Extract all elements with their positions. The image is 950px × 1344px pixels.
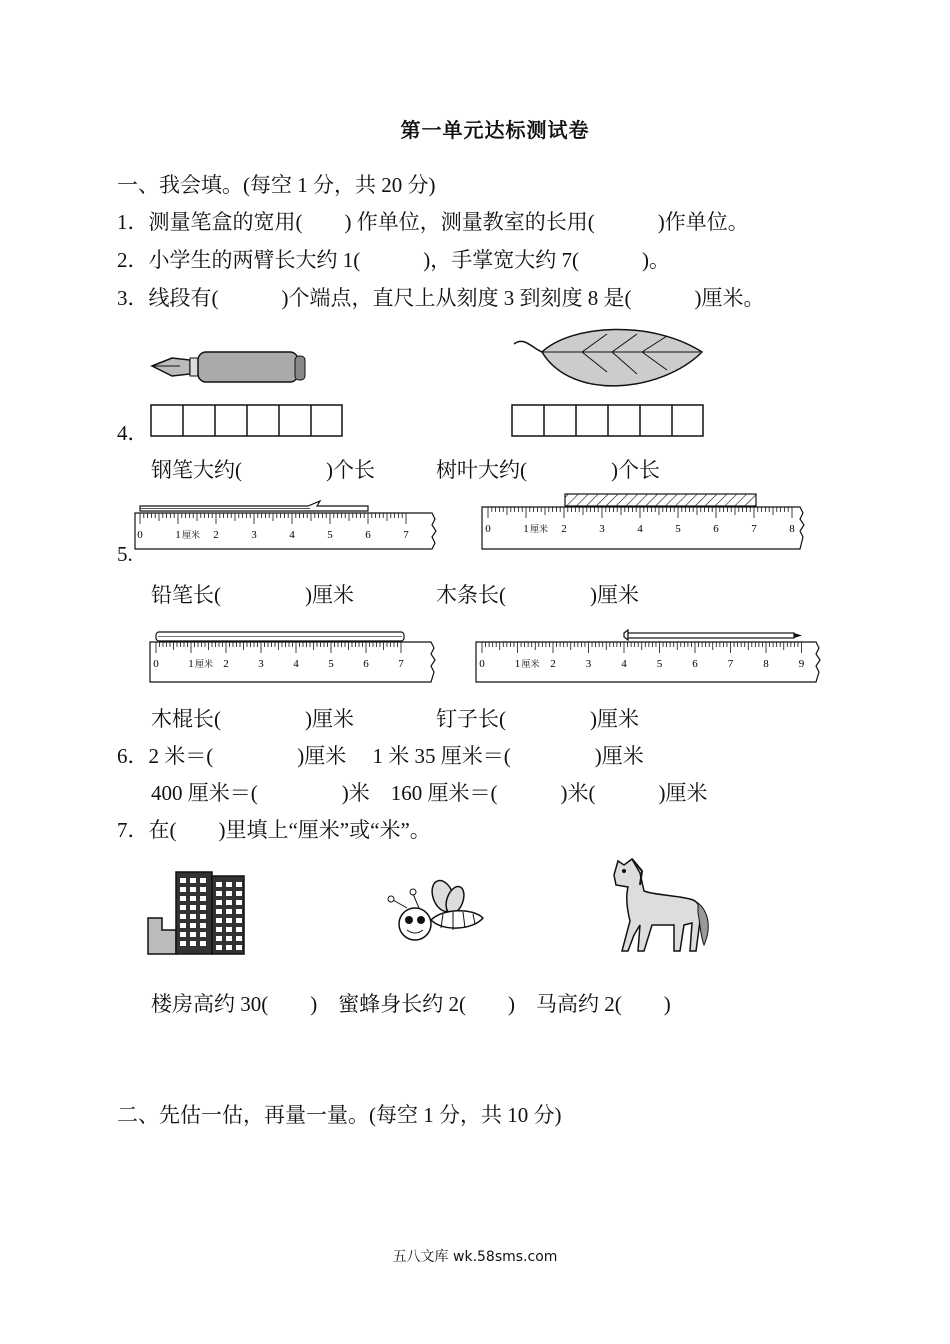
ruler-stick-group — [150, 631, 440, 686]
pencil-image — [140, 501, 368, 511]
building-window — [226, 909, 232, 914]
ruler-wood-group — [482, 491, 807, 552]
ruler-label: 2 — [213, 529, 219, 541]
ruler-label: 7 — [751, 523, 757, 535]
building-window — [226, 936, 232, 941]
building-window — [190, 905, 196, 910]
ruler-label: 2 — [550, 658, 556, 670]
building-window — [180, 905, 186, 910]
building-window — [200, 878, 206, 883]
ruler-label: 2 — [561, 523, 567, 535]
ruler-label: 6 — [713, 523, 719, 535]
question-7: 7．在( )里填上“厘米”或“米”。 — [117, 818, 431, 842]
building-window — [226, 882, 232, 887]
ruler-label: 3 — [258, 658, 264, 670]
building-window — [190, 887, 196, 892]
leaf-measure-boxes — [511, 404, 705, 438]
building-window — [180, 896, 186, 901]
building-window — [236, 936, 242, 941]
building-window — [190, 941, 196, 946]
leaf-answer: 树叶大约( )个长 — [436, 458, 660, 482]
question-3: 3．线段有( )个端点，直尺上从刻度 3 到刻度 8 是( )厘米。 — [117, 286, 765, 310]
ruler-label: 7 — [727, 658, 734, 670]
building-window — [216, 945, 222, 950]
question-6-line-a: 6．2 米＝( )厘米 1 米 35 厘米＝( )厘米 — [117, 744, 644, 768]
building-window — [216, 918, 222, 923]
footer-watermark: 五八文库 wk.58sms.com — [392, 1249, 558, 1265]
building-window — [236, 909, 242, 914]
ruler-label: 3 — [585, 658, 592, 670]
ruler-label: 0 — [153, 658, 159, 670]
wood-answer: 木条长( )厘米 — [436, 583, 639, 607]
ruler-label: 6 — [363, 658, 369, 670]
ruler-unit-label: 厘米 — [195, 659, 214, 669]
ruler-label: 7 — [398, 658, 404, 670]
page-title: 第一单元达标测试卷 — [400, 120, 590, 142]
question-5-number: 5. — [117, 542, 133, 566]
fountain-pen-image — [150, 348, 310, 388]
ruler-label: 2 — [223, 658, 229, 670]
building-window — [226, 891, 232, 896]
ruler-unit-label: 厘米 — [182, 530, 201, 540]
building-window — [200, 914, 206, 919]
ruler-pencil-group — [135, 497, 440, 552]
building-window — [200, 905, 206, 910]
ruler-label: 7 — [403, 529, 409, 541]
building-window — [236, 945, 242, 950]
building-window — [200, 896, 206, 901]
building-window — [190, 896, 196, 901]
ruler-unit-label: 厘米 — [521, 659, 540, 669]
building-image — [146, 870, 248, 956]
ruler-label: 0 — [485, 523, 491, 535]
question-2: 2．小学生的两臂长大约 1( )，手掌宽大约 7( )。 — [117, 248, 670, 272]
question-7-answers: 楼房高约 30( ) 蜜蜂身长约 2( ) 马高约 2( ) — [151, 992, 671, 1016]
ruler-label: 5 — [656, 658, 663, 670]
pen-measure-boxes — [150, 404, 344, 438]
ruler-label: 1 — [523, 523, 529, 535]
building-window — [190, 914, 196, 919]
ruler-label: 6 — [692, 658, 698, 670]
ruler-label: 1 — [514, 658, 521, 670]
section2-heading: 二、先估一估，再量一量。(每空 1 分，共 10 分) — [117, 1103, 562, 1127]
wood-strip-image — [565, 494, 756, 506]
building-window — [236, 891, 242, 896]
building-window — [216, 900, 222, 905]
ruler-unit-label: 厘米 — [530, 524, 549, 534]
ruler-label: 5 — [328, 658, 334, 670]
bee-image — [383, 878, 487, 948]
ruler-label: 6 — [365, 529, 371, 541]
building-window — [180, 923, 186, 928]
building-window — [236, 882, 242, 887]
building-window — [216, 936, 222, 941]
building-window — [226, 927, 232, 932]
ruler-label: 8 — [763, 658, 769, 670]
ruler-label: 4 — [293, 658, 299, 670]
building-window — [236, 900, 242, 905]
section1-heading: 一、我会填。(每空 1 分，共 20 分) — [117, 173, 436, 197]
question-4-number: 4． — [117, 421, 149, 445]
building-window — [190, 932, 196, 937]
ruler-label: 5 — [675, 523, 681, 535]
horse-image — [604, 855, 714, 957]
building-window — [226, 900, 232, 905]
building-window — [180, 941, 186, 946]
building-window — [236, 927, 242, 932]
ruler-label: 4 — [637, 523, 643, 535]
pen-answer: 钢笔大约( )个长 — [151, 458, 375, 482]
building-window — [200, 923, 206, 928]
building-window — [200, 887, 206, 892]
question-6-line-b: 400 厘米＝( )米 160 厘米＝( )米( )厘米 — [151, 781, 708, 805]
building-window — [180, 914, 186, 919]
building-window — [216, 927, 222, 932]
nail-answer: 钉子长( )厘米 — [436, 707, 639, 731]
building-window — [190, 878, 196, 883]
ruler-label: 9 — [798, 658, 805, 670]
ruler-label: 5 — [327, 529, 333, 541]
building-window — [180, 887, 186, 892]
building-window — [200, 941, 206, 946]
building-window — [226, 918, 232, 923]
ruler-label: 0 — [479, 658, 485, 670]
ruler-label: 0 — [137, 529, 143, 541]
pencil-answer: 铅笔长( )厘米 — [151, 583, 354, 607]
ruler-label: 4 — [621, 658, 627, 670]
leaf-image — [512, 322, 712, 400]
building-window — [180, 878, 186, 883]
ruler-label: 1 — [188, 658, 194, 670]
question-1: 1．测量笔盒的宽用( ) 作单位，测量教室的长用( )作单位。 — [117, 210, 749, 234]
ruler-label: 3 — [599, 523, 605, 535]
building-window — [216, 909, 222, 914]
building-window — [236, 918, 242, 923]
building-window — [200, 932, 206, 937]
building-window — [190, 923, 196, 928]
building-window — [216, 882, 222, 887]
ruler-nail-group — [476, 628, 826, 686]
building-window — [226, 945, 232, 950]
building-window — [180, 932, 186, 937]
ruler-label: 1 — [175, 529, 181, 541]
stick-answer: 木棍长( )厘米 — [151, 707, 354, 731]
building-window — [216, 891, 222, 896]
ruler-label: 8 — [789, 523, 795, 535]
ruler-label: 4 — [289, 529, 295, 541]
ruler-label: 3 — [251, 529, 257, 541]
